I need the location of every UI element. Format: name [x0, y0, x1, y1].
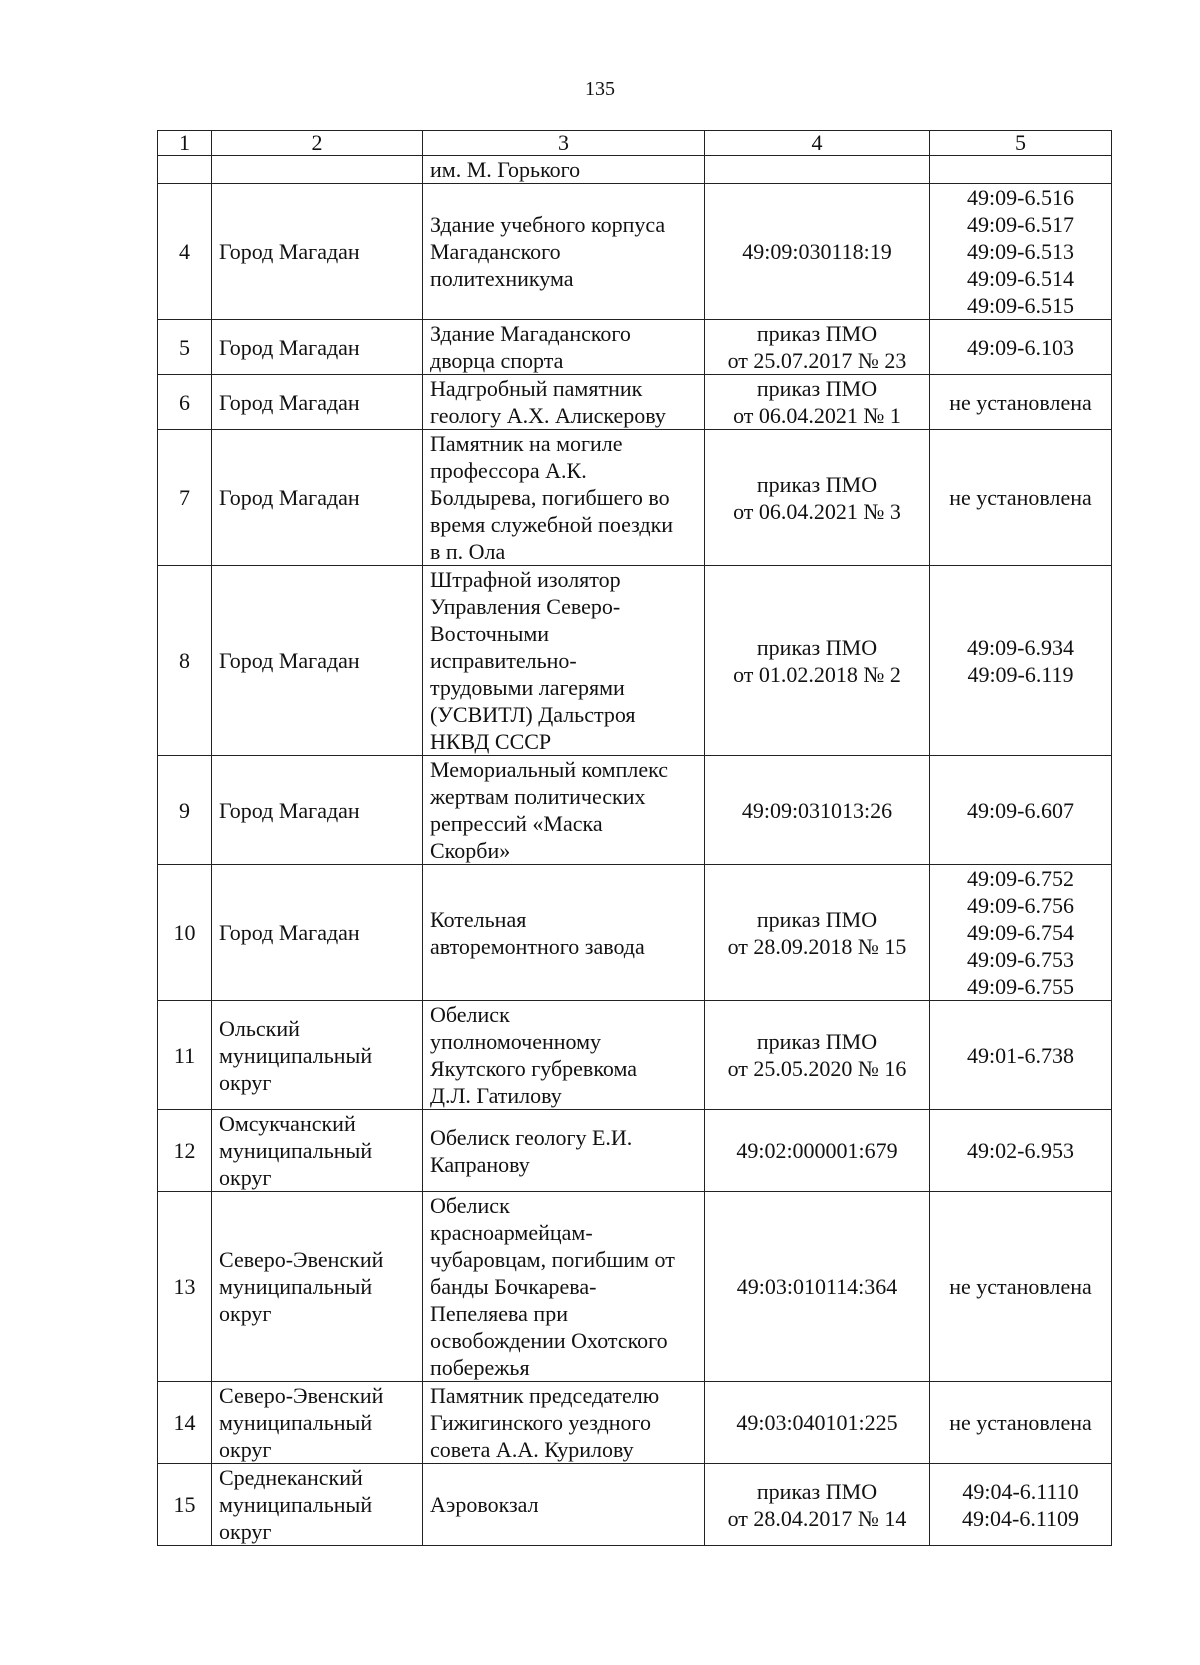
object-name-cell: [423, 430, 705, 566]
text-line: в п. Ола: [430, 539, 506, 564]
object-name-cell: [423, 375, 705, 430]
text-line: Обелиск: [430, 1193, 510, 1218]
registration-cell: [930, 1001, 1112, 1110]
text-line: 49:09-6.756: [967, 893, 1074, 918]
text-line: освобождении Охотского: [430, 1328, 668, 1353]
table-row: [158, 184, 1112, 320]
registration-cell: [930, 320, 1112, 375]
text-line: не установлена: [949, 1274, 1092, 1299]
text-line: 49:02:000001:679: [736, 1138, 898, 1163]
text-line: Памятник на могиле: [430, 431, 623, 456]
registration-cell: [930, 184, 1112, 320]
text-line: 49:03:010114:364: [736, 1274, 898, 1299]
text-line: геологу А.Х. Алискерову: [430, 403, 666, 428]
text-line: Город Магадан: [219, 334, 360, 360]
text-line: Гижигинского уездного: [430, 1410, 651, 1435]
document-cell: [705, 756, 930, 865]
text-line: приказ ПМО: [756, 1029, 878, 1054]
text-line: побережья: [430, 1355, 530, 1380]
municipality-cell: [212, 865, 423, 1001]
text-line: Северо-Эвенский: [219, 1247, 384, 1272]
text-line: округ: [219, 1519, 272, 1544]
text-line: Город Магадан: [219, 485, 360, 510]
text-line: 49:09-6.119: [967, 661, 1074, 687]
text-line: (УСВИТЛ) Дальстроя: [430, 702, 636, 727]
text-line: Пепеляева при: [430, 1301, 568, 1326]
municipality-cell: [212, 1192, 423, 1382]
text-line: Капранову: [430, 1151, 530, 1177]
text-line: 49:09-6.517: [967, 212, 1074, 237]
text-line: приказ ПМО: [756, 906, 878, 932]
text-line: дворца спорта: [430, 348, 564, 373]
text-line: от 01.02.2018 № 2: [733, 661, 901, 687]
object-name-cell: [423, 865, 705, 1001]
text-line: от 06.04.2021 № 1: [733, 403, 901, 428]
document-cell: [705, 1382, 930, 1464]
text-line: уполномоченному: [430, 1029, 602, 1054]
text-line: муниципальный: [219, 1138, 373, 1163]
text-line: исправительно-: [430, 648, 577, 673]
text-line: Северо-Эвенский: [219, 1383, 384, 1408]
registration-cell: [930, 1464, 1112, 1546]
text-line: приказ ПМО: [756, 321, 878, 346]
text-line: жертвам политических: [430, 784, 646, 809]
text-line: Здание Магаданского: [430, 321, 631, 346]
object-name-cell: [423, 320, 705, 375]
text-line: Обелиск: [430, 1002, 510, 1027]
table-row: [158, 320, 1112, 375]
table-row: [158, 865, 1112, 1001]
object-name-cell: [423, 566, 705, 756]
table-row: [158, 566, 1112, 756]
text-line: 49:04-6.1110: [962, 1478, 1079, 1504]
row-number: 6: [158, 375, 212, 430]
table-row: [158, 1382, 1112, 1464]
row-number: 5: [158, 320, 212, 375]
row-number: 14: [158, 1382, 212, 1464]
text-line: Город Магадан: [219, 920, 360, 945]
text-line: округ: [219, 1437, 272, 1462]
text-line: Город Магадан: [219, 389, 360, 415]
text-line: от 28.04.2017 № 14: [727, 1505, 907, 1531]
text-line: не установлена: [949, 1410, 1092, 1435]
document-cell: [705, 375, 930, 430]
text-line: Магаданского: [430, 239, 561, 264]
row-number: 13: [158, 1192, 212, 1382]
municipality-cell: [212, 1464, 423, 1546]
text-line: приказ ПМО: [756, 1478, 878, 1504]
document-cell: [705, 184, 930, 320]
registration-cell: [930, 865, 1112, 1001]
registration-cell: [930, 1192, 1112, 1382]
row-number: 8: [158, 566, 212, 756]
text-line: политехникума: [430, 266, 574, 291]
text-line: 49:09-6.934: [967, 634, 1074, 660]
text-line: 49:01-6.738: [967, 1042, 1074, 1068]
document-cell: [705, 1001, 930, 1110]
object-name-cell: [423, 1192, 705, 1382]
document-cell: [705, 865, 930, 1001]
row-number: 12: [158, 1110, 212, 1192]
table-row: [158, 1110, 1112, 1192]
text-line: НКВД СССР: [430, 729, 552, 754]
text-line: 49:09-6.514: [967, 266, 1074, 291]
object-name-cell: [423, 1110, 705, 1192]
table-row: [158, 375, 1112, 430]
text-line: чубаровцам, погибшим от: [430, 1247, 675, 1272]
text-line: Среднеканский: [219, 1465, 363, 1490]
text-line: Болдырева, погибшего во: [430, 485, 670, 510]
text-line: Восточными: [430, 621, 550, 646]
text-line: 49:09-6.753: [967, 947, 1074, 972]
text-line: Штрафной изолятор: [430, 567, 621, 592]
text-line: от 28.09.2018 № 15: [727, 933, 907, 959]
row-number: 15: [158, 1464, 212, 1546]
text-line: Город Магадан: [219, 797, 360, 823]
text-line: красноармейцам-: [430, 1220, 593, 1245]
table-row: [158, 756, 1112, 865]
object-name-cell: [423, 1382, 705, 1464]
municipality-cell: [212, 320, 423, 375]
text-line: 49:09-6.755: [967, 974, 1074, 999]
text-line: Омсукчанский: [219, 1111, 356, 1136]
text-line: муниципальный: [219, 1410, 373, 1435]
text-line: 49:09-6.515: [967, 293, 1074, 318]
row-number: 9: [158, 756, 212, 865]
text-line: Памятник председателю: [430, 1383, 660, 1408]
object-name-cell: [423, 1001, 705, 1110]
table-row: [158, 1001, 1112, 1110]
text-line: Аэровокзал: [430, 1492, 539, 1517]
registration-cell: [930, 566, 1112, 756]
text-line: муниципальный: [219, 1274, 373, 1299]
table-row: [158, 430, 1112, 566]
text-line: Ольский: [219, 1015, 300, 1041]
municipality-cell: [212, 1382, 423, 1464]
continuation-object: [423, 156, 705, 184]
text-line: время служебной поездки: [430, 512, 674, 537]
heritage-objects-table: [157, 130, 1112, 1546]
text-line: Якутского губревкома: [430, 1056, 638, 1081]
text-line: 49:09-6.754: [967, 920, 1074, 945]
text-line: не установлена: [949, 389, 1092, 415]
text-line: 49:09-6.513: [967, 239, 1074, 264]
registration-cell: [930, 1110, 1112, 1192]
municipality-cell: [212, 184, 423, 320]
col-header-3: 3: [423, 131, 705, 156]
document-cell: [705, 1464, 930, 1546]
text-line: 49:09:030118:19: [742, 239, 892, 264]
registration-cell: [930, 375, 1112, 430]
object-name-cell: [423, 184, 705, 320]
text-line: округ: [219, 1069, 272, 1095]
text-line: профессора А.К.: [430, 458, 587, 483]
municipality-cell: [212, 430, 423, 566]
table-row: [158, 1192, 1112, 1382]
object-name-cell: [423, 1464, 705, 1546]
municipality-cell: [212, 375, 423, 430]
text-line: приказ ПМО: [756, 376, 878, 401]
text-line: 49:02-6.953: [967, 1138, 1074, 1163]
registration-cell: [930, 756, 1112, 865]
text-line: Мемориальный комплекс: [430, 757, 669, 782]
col-header-4: 4: [705, 131, 930, 156]
text-line: 49:09-6.607: [967, 797, 1074, 823]
text-line: Здание учебного корпуса: [430, 212, 666, 237]
municipality-cell: [212, 566, 423, 756]
municipality-cell: [212, 1110, 423, 1192]
text-line: им. М. Горького: [430, 157, 581, 182]
text-line: репрессий «Маска: [430, 811, 603, 836]
document-cell: [705, 430, 930, 566]
text-line: Надгробный памятник: [430, 376, 643, 401]
col-header-1: 1: [158, 131, 212, 156]
text-line: совета А.А. Курилову: [430, 1437, 634, 1462]
text-line: 49:09-6.103: [967, 334, 1074, 360]
text-line: трудовыми лагерями: [430, 675, 625, 700]
text-line: 49:04-6.1109: [961, 1505, 1080, 1531]
text-line: Обелиск геологу Е.И.: [430, 1124, 633, 1150]
text-line: Город Магадан: [219, 648, 360, 673]
text-line: Д.Л. Гатилову: [430, 1083, 562, 1108]
row-number: 7: [158, 430, 212, 566]
object-name-cell: [423, 756, 705, 865]
text-line: Город Магадан: [219, 239, 360, 264]
continuation-row: [158, 156, 1112, 184]
text-line: Котельная: [430, 906, 527, 932]
row-number: 11: [158, 1001, 212, 1110]
text-line: не установлена: [949, 485, 1092, 510]
text-line: Управления Северо-: [430, 594, 621, 619]
text-line: приказ ПМО: [756, 634, 878, 660]
text-line: 49:03:040101:225: [736, 1410, 898, 1435]
text-line: муниципальный: [219, 1492, 373, 1517]
text-line: от 25.05.2020 № 16: [727, 1056, 907, 1081]
header-row: [158, 131, 1112, 156]
text-line: от 25.07.2017 № 23: [727, 348, 907, 373]
text-line: Скорби»: [430, 838, 511, 863]
municipality-cell: [212, 756, 423, 865]
text-line: банды Бочкарева-: [430, 1274, 597, 1299]
municipality-cell: [212, 1001, 423, 1110]
text-line: 49:09-6.752: [967, 866, 1074, 891]
registration-cell: [930, 1382, 1112, 1464]
document-cell: [705, 566, 930, 756]
text-line: авторемонтного завода: [430, 933, 645, 959]
col-header-2: 2: [212, 131, 423, 156]
registration-cell: [930, 430, 1112, 566]
text-line: округ: [219, 1301, 272, 1326]
text-line: 49:09:031013:26: [741, 797, 893, 823]
text-line: приказ ПМО: [756, 471, 878, 497]
col-header-5: 5: [930, 131, 1112, 156]
document-cell: [705, 1110, 930, 1192]
text-line: муниципальный: [219, 1042, 373, 1068]
text-line: от 06.04.2021 № 3: [733, 498, 901, 524]
document-cell: [705, 320, 930, 375]
text-line: 49:09-6.516: [967, 185, 1074, 210]
page-number: 135: [585, 78, 615, 100]
table-row: [158, 1464, 1112, 1546]
text-line: округ: [219, 1165, 272, 1190]
row-number: 10: [158, 865, 212, 1001]
document-cell: [705, 1192, 930, 1382]
row-number: 4: [158, 184, 212, 320]
